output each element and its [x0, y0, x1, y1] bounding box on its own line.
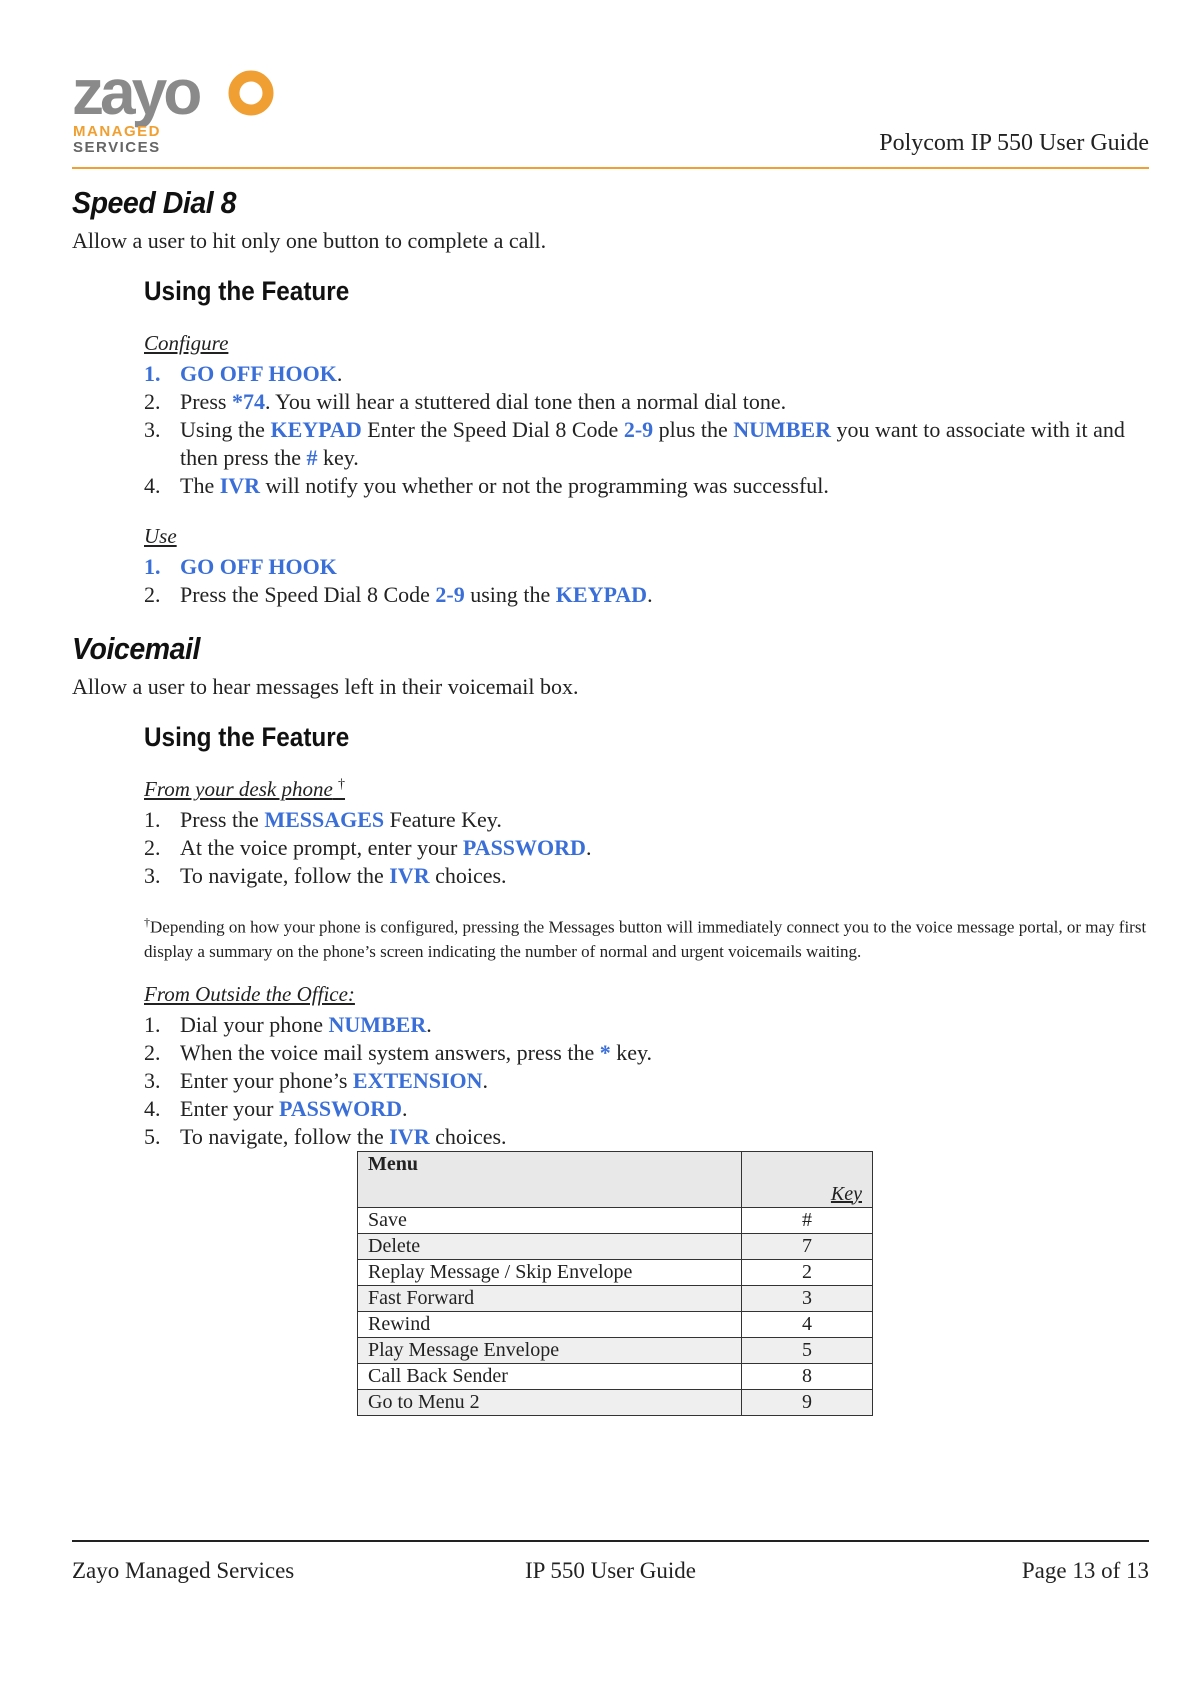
- menu-cell: Call Back Sender: [358, 1363, 742, 1389]
- footer-divider: [72, 1540, 1149, 1542]
- step-text: Enter your phone’s: [180, 1067, 353, 1093]
- step-number: 4.: [144, 1095, 161, 1121]
- list-item: [144, 1011, 1149, 1039]
- list-item: [144, 1039, 1149, 1067]
- step-text: Using the: [180, 417, 271, 442]
- menu-cell: Delete: [358, 1233, 742, 1259]
- list-item: [144, 862, 1149, 890]
- step-text: Enter the Speed Dial 8 Code: [361, 417, 624, 442]
- keyword: 2-9: [623, 417, 654, 442]
- step-text: .: [647, 582, 653, 607]
- step-text: To navigate, follow the: [180, 863, 390, 888]
- keyword: GO OFF HOOK: [180, 554, 337, 579]
- step-text: .: [402, 1095, 408, 1121]
- step-text: Press the Speed Dial 8 Code: [180, 582, 436, 607]
- keyword: MESSAGES: [264, 807, 385, 832]
- use-label: Use: [144, 524, 177, 548]
- list-item: [144, 388, 1149, 416]
- key-cell: 3: [742, 1285, 873, 1311]
- step-number: 2.: [144, 389, 161, 414]
- step-text: choices.: [429, 1123, 507, 1149]
- list-item: [144, 1067, 1149, 1095]
- step-text: The: [180, 473, 220, 498]
- table-row: [358, 1389, 873, 1415]
- keyword: IVR: [389, 1123, 430, 1149]
- keyword: *: [599, 1039, 611, 1065]
- menu-cell: Go to Menu 2: [358, 1389, 742, 1415]
- step-number: 1.: [144, 554, 161, 579]
- step-text: Dial your phone: [180, 1011, 329, 1037]
- speed-dial-heading: Speed Dial 8: [72, 185, 237, 220]
- menu-cell: Replay Message / Skip Envelope: [358, 1259, 742, 1285]
- step-text: .: [585, 835, 592, 860]
- footnote-text: Depending on how your phone is configured, pressing the Messages button will immediately connect you to the voice message portal, or may first display a summary on the phone’s screen indicating the number of normal and urgent voicemails waiting.: [144, 917, 1147, 961]
- table-row: [358, 1363, 873, 1389]
- table-row: [358, 1207, 873, 1233]
- step-text: using the: [464, 582, 556, 607]
- footer-guide: IP 550 User Guide: [525, 1558, 696, 1583]
- list-item: [144, 416, 1149, 472]
- step-text: will notify you whether or not the programming was successful.: [260, 473, 829, 498]
- table-row: [358, 1233, 873, 1259]
- step-number: 1.: [144, 361, 161, 386]
- step-text: At the voice prompt, enter your: [180, 835, 463, 860]
- step-number: 3.: [144, 417, 161, 442]
- step-number: 3.: [144, 863, 161, 888]
- key-cell: #: [742, 1207, 873, 1233]
- step-text: . You will hear a stuttered dial tone then a normal dial tone.: [264, 389, 787, 414]
- step-number: 4.: [144, 473, 161, 498]
- footnote-dagger: †: [144, 915, 150, 929]
- step-text: plus the: [653, 417, 734, 442]
- configure-steps: [144, 360, 1149, 500]
- table-row: [358, 1311, 873, 1337]
- logo-o-accent: [234, 76, 268, 110]
- step-number: 3.: [144, 1067, 161, 1093]
- use-steps: [144, 553, 1149, 609]
- keyword: PASSWORD: [278, 1095, 403, 1121]
- menu-cell: Rewind: [358, 1311, 742, 1337]
- voicemail-feature-heading: Using the Feature: [144, 722, 350, 752]
- keyword: PASSWORD: [462, 835, 586, 860]
- desk-phone-label: [144, 777, 1149, 802]
- menu-cell: Fast Forward: [358, 1285, 742, 1311]
- step-number: 1.: [144, 807, 161, 832]
- key-cell: 5: [742, 1337, 873, 1363]
- keyword: IVR: [389, 863, 430, 888]
- step-text: .: [482, 1067, 488, 1093]
- list-item: [144, 581, 1149, 609]
- step-number: 2.: [144, 835, 161, 860]
- document-title: Polycom IP 550 User Guide: [879, 130, 1149, 156]
- keyword: IVR: [219, 473, 261, 498]
- logo-line2: SERVICES: [73, 139, 161, 156]
- dagger-mark: †: [338, 777, 346, 792]
- step-text: key.: [610, 1039, 653, 1065]
- keyword: KEYPAD: [270, 417, 362, 442]
- table-row: [358, 1337, 873, 1363]
- key-column-header: Key: [742, 1151, 873, 1207]
- keyword: EXTENSION: [352, 1067, 483, 1093]
- table-row: [358, 1285, 873, 1311]
- step-text: you want to associate with it and then press the: [180, 417, 1125, 470]
- key-cell: 8: [742, 1363, 873, 1389]
- voicemail-heading: Voicemail: [72, 631, 200, 666]
- step-text: To navigate, follow the: [180, 1123, 390, 1149]
- configure-label: Configure: [144, 331, 229, 355]
- list-item: [144, 1095, 1149, 1123]
- step-text: key.: [317, 445, 359, 470]
- footer-page-number: Page 13 of 13: [1021, 1558, 1149, 1583]
- step-text: choices.: [429, 863, 507, 888]
- outside-office-label: From Outside the Office:: [144, 981, 355, 1006]
- list-item: [144, 834, 1149, 862]
- step-text: .: [426, 1011, 432, 1037]
- speed-dial-intro: Allow a user to hit only one button to complete a call.: [72, 228, 547, 253]
- step-text: Press the: [180, 807, 265, 832]
- keyword: 2-9: [435, 582, 465, 607]
- footnote: [144, 910, 1149, 964]
- header-divider: [72, 167, 1149, 169]
- menu-cell: Play Message Envelope: [358, 1337, 742, 1363]
- table-header-row: [358, 1151, 873, 1207]
- keyword: KEYPAD: [555, 582, 648, 607]
- desk-steps: [144, 806, 1149, 890]
- voicemail-menu-table: [357, 1151, 873, 1416]
- keyword: *74: [231, 389, 265, 414]
- voicemail-intro: Allow a user to hear messages left in their voicemail box.: [72, 674, 579, 699]
- step-text: Feature Key.: [384, 807, 502, 832]
- list-item: [144, 806, 1149, 834]
- key-cell: 4: [742, 1311, 873, 1337]
- outside-steps: [144, 1011, 1149, 1151]
- speed-dial-feature-heading: Using the Feature: [144, 276, 350, 306]
- footer-company: Zayo Managed Services: [72, 1558, 295, 1583]
- list-item: [144, 1123, 1149, 1151]
- menu-column-header: Menu: [358, 1151, 742, 1207]
- key-cell: 7: [742, 1233, 873, 1259]
- list-item: [144, 553, 1149, 581]
- table-row: [358, 1259, 873, 1285]
- menu-cell: Save: [358, 1207, 742, 1233]
- step-number: 2.: [144, 1039, 161, 1065]
- zayo-logo: [72, 62, 282, 162]
- keyword: NUMBER: [328, 1011, 427, 1037]
- logo-word: zayo: [72, 62, 199, 128]
- logo-line1: MANAGED: [73, 123, 161, 140]
- step-text: When the voice mail system answers, press the: [180, 1039, 600, 1065]
- step-number: 1.: [144, 1011, 161, 1037]
- desk-phone-label-text: From your desk phone: [144, 777, 333, 801]
- keyword: GO OFF HOOK: [180, 361, 337, 386]
- page-content: [72, 185, 1149, 1416]
- list-item: [144, 472, 1149, 500]
- keyword: NUMBER: [733, 417, 831, 442]
- list-item: [144, 360, 1149, 388]
- key-cell: 2: [742, 1259, 873, 1285]
- step-text: Enter your: [180, 1095, 279, 1121]
- step-text: .: [336, 361, 343, 386]
- step-text: Press: [180, 389, 232, 414]
- step-number: 2.: [144, 582, 161, 607]
- keyword: #: [306, 445, 318, 470]
- step-number: 5.: [144, 1123, 161, 1149]
- key-cell: 9: [742, 1389, 873, 1415]
